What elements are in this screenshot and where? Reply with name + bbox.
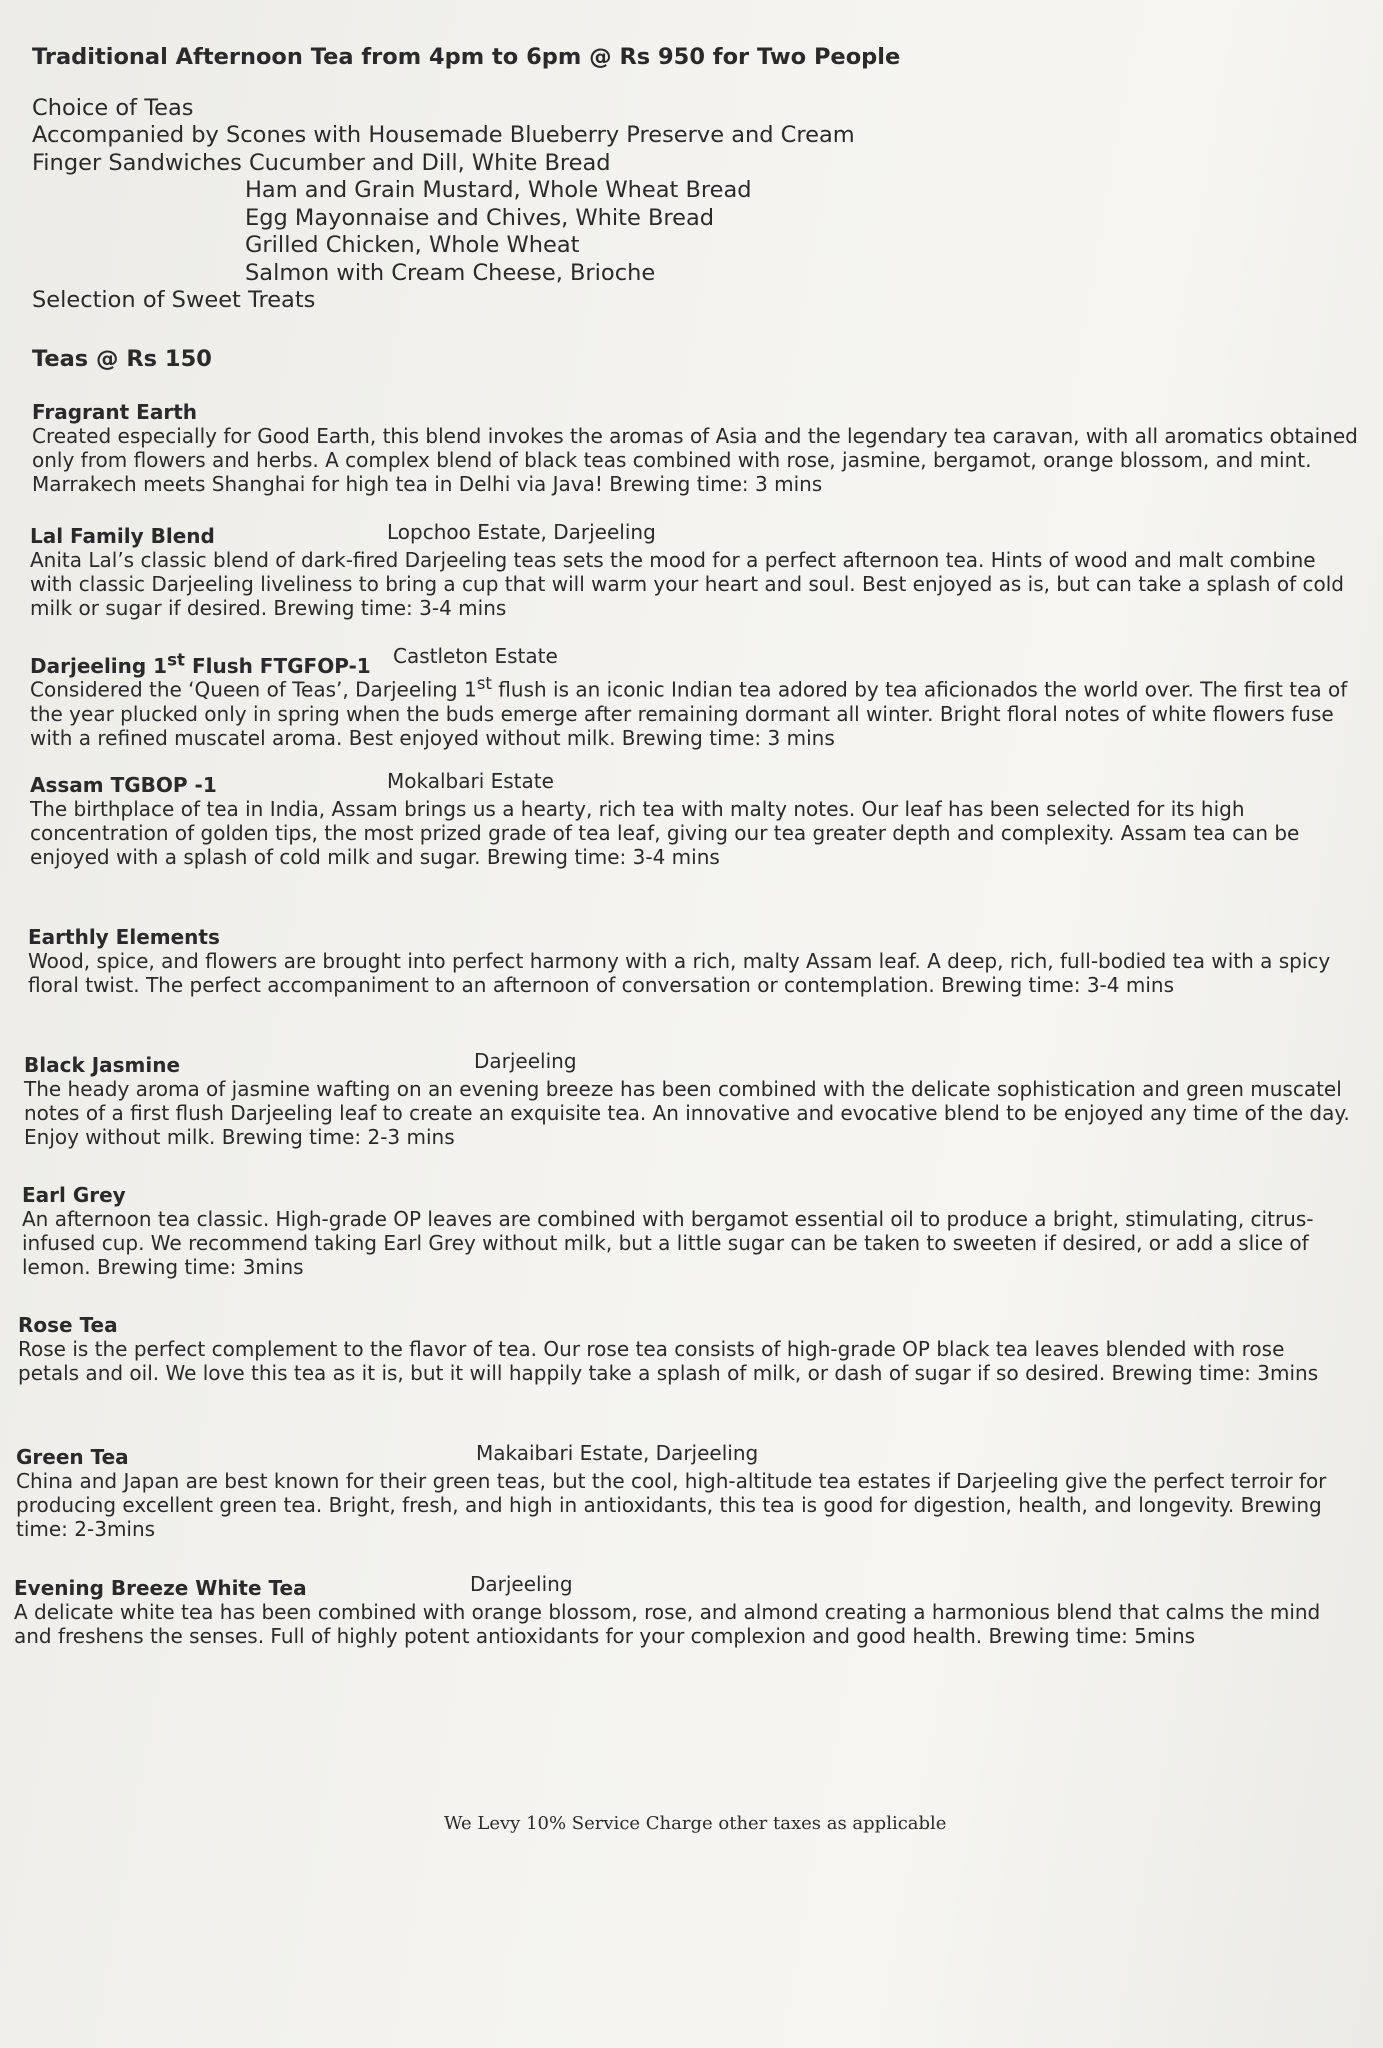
tea-entry [32,400,1362,496]
tea-name: Earthly Elements [28,925,220,949]
scones-line: Accompanied by Scones with Housemade Blueberry Preserve and Cream [32,122,855,148]
tea-name: Evening Breeze White Tea [14,1576,307,1600]
sandwich-item: Salmon with Cream Cheese, Brioche [245,259,656,286]
tea-name: Lal Family Blend [30,524,215,548]
tea-name: Earl Grey [22,1183,126,1207]
choice-of-teas: Choice of Teas [32,94,194,121]
tea-estate: Castleton Estate [393,644,558,668]
tea-entry [30,769,1360,869]
tea-entry [18,1313,1348,1385]
afternoon-tea-section [32,44,1032,315]
tea-description: A delicate white tea has been combined with orange blossom, rose, and almond creating a harmonious blend that calms the mind and freshens the senses. Full of highly potent antioxidants for your complexion and good health. Brewing time: 5mins [14,1600,1321,1648]
tea-entry [16,1441,1346,1541]
sandwich-item: Egg Mayonnaise and Chives, White Bread [245,204,715,231]
tea-description: Considered the ‘Queen of Teas’, Darjeeling 1st flush is an iconic Indian tea adored by tea aficionados the world over. The first tea of the year plucked only in spring when the buds emerge after remaining dormant all winter. Bright floral notes of white flowers fuse with a refined muscatel aroma. Best enjoyed without milk. Brewing time: 3 mins [30,674,1348,750]
tea-description: The heady aroma of jasmine wafting on an evening breeze has been combined with the delicate sophistication and green muscatel notes of a first flush Darjeeling leaf to create an exquisite tea. An innovative and evocative blend to be enjoyed any time of the day. Enjoy without milk. Brewing time: 2-3 mins [24,1077,1350,1149]
tea-name: Green Tea [16,1445,129,1469]
tea-estate: Darjeeling [470,1572,573,1596]
sandwich-item: Ham and Grain Mustard, Whole Wheat Bread [245,177,752,203]
tea-description: Anita Lal’s classic blend of dark-fired Darjeeling teas sets the mood for a perfect afternoon tea. Hints of wood and malt combine with classic Darjeeling liveliness to bring a cup that will warm your heart and soul. Best enjoyed as is, but can take a splash of cold milk or sugar if desired. Brewing time: 3-4 mins [30,548,1344,620]
tea-name: Darjeeling 1st Flush FTGFOP-1 [30,650,371,678]
tea-estate: Lopchoo Estate, Darjeeling [387,520,656,544]
tea-description: Created especially for Good Earth, this blend invokes the aromas of Asia and the legendary tea caravan, with all aromatics obtained only from flowers and herbs. A complex blend of black teas combined with rose, jasmine, bergamot, orange blossom, and mint. Marrakech meets Shanghai for high tea in Delhi via Java! Brewing time: 3 mins [32,424,1358,496]
tea-name: Assam TGBOP -1 [30,773,217,797]
tea-estate: Mokalbari Estate [387,769,554,793]
tea-name: Fragrant Earth [32,400,197,424]
tea-description: Rose is the perfect complement to the flavor of tea. Our rose tea consists of high-grade OP black tea leaves blended with rose petals and oil. We love this tea as it is, but it will happily take a splash of milk, or dash of sugar if so desired. Brewing time: 3mins [18,1337,1319,1385]
tea-entry [24,1049,1354,1149]
tea-description: Wood, spice, and flowers are brought into perfect harmony with a rich, malty Assam leaf. A deep, rich, full-bodied tea with a spicy floral twist. The perfect accompaniment to an afternoon of conversation or contemplation. Brewing time: 3-4 mins [28,949,1331,997]
tea-estate: Makaibari Estate, Darjeeling [476,1441,759,1465]
tea-description: An afternoon tea classic. High-grade OP leaves are combined with bergamot essential oil to produce a bright, stimulating, citrus-infused cup. We recommend taking Earl Grey without milk, but a little sugar can be taken to sweeten if desired, or add a slice of lemon. Brewing time: 3mins [22,1207,1314,1279]
tea-estate: Darjeeling [474,1049,577,1073]
service-charge-note: We Levy 10% Service Charge other taxes as applicable [444,1813,947,1834]
tea-description: The birthplace of tea in India, Assam brings us a hearty, rich tea with malty notes. Our leaf has been selected for its high concentration of golden tips, the most prized grade of tea leaf, giving our tea greater depth and complexity. Assam tea can be enjoyed with a splash of cold milk and sugar. Brewing time: 3-4 mins [30,797,1300,869]
sandwiches-line: Finger Sandwiches Cucumber and Dill, White Bread [32,149,611,176]
tea-entry [30,644,1360,750]
sweet-treats-line: Selection of Sweet Treats [32,287,316,313]
tea-entry [14,1572,1344,1648]
tea-entry [28,925,1358,997]
sandwich-item: Grilled Chicken, Whole Wheat [245,232,580,258]
teas-heading: Teas @ Rs 150 [32,346,212,372]
tea-name: Rose Tea [18,1313,118,1337]
tea-entry [30,520,1360,620]
afternoon-tea-title: Traditional Afternoon Tea from 4pm to 6pm @ Rs 950 for Two People [32,44,901,70]
tea-name: Black Jasmine [24,1053,181,1077]
tea-entry [22,1183,1352,1279]
tea-description: China and Japan are best known for their green teas, but the cool, high-altitude tea estates if Darjeeling give the perfect terroir for producing excellent green tea. Bright, fresh, and high in antioxidants, this tea is good for digestion, health, and longevity. Brewing time: 2-3mins [16,1469,1327,1541]
